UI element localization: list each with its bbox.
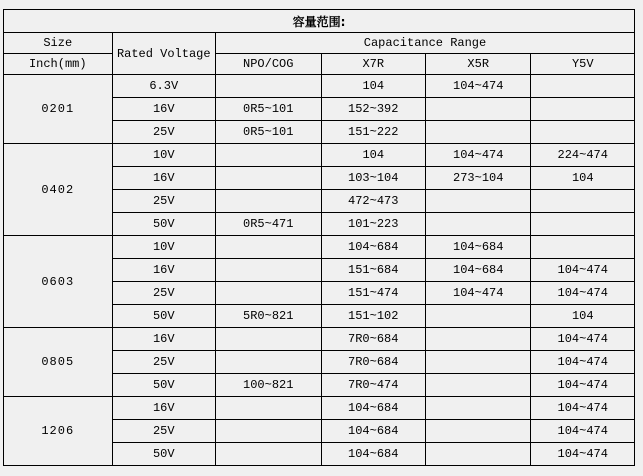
- value-cell-npo-cog: [216, 282, 322, 305]
- value-cell-npo-cog: 5R0~821: [216, 305, 322, 328]
- table-title: 容量范围:: [4, 10, 635, 33]
- table-row: [4, 236, 635, 259]
- value-cell-x7r: 7R0~684: [321, 351, 425, 374]
- col-header-y5v: Y5V: [531, 54, 635, 75]
- voltage-cell: 16V: [112, 98, 215, 121]
- voltage-cell: 50V: [112, 213, 215, 236]
- title-row: [4, 10, 635, 33]
- value-cell-x7r: 7R0~474: [321, 374, 425, 397]
- header-row-2: [4, 54, 635, 75]
- value-cell-npo-cog: [216, 190, 322, 213]
- value-cell-npo-cog: [216, 328, 322, 351]
- voltage-cell: 25V: [112, 190, 215, 213]
- value-cell-y5v: 104~474: [531, 374, 635, 397]
- value-cell-npo-cog: 0R5~471: [216, 213, 322, 236]
- voltage-cell: 16V: [112, 397, 215, 420]
- value-cell-npo-cog: [216, 420, 322, 443]
- value-cell-x5r: 104~684: [425, 259, 531, 282]
- table-row: [4, 75, 635, 98]
- voltage-cell: 10V: [112, 144, 215, 167]
- value-cell-y5v: 104: [531, 305, 635, 328]
- value-cell-x7r: 151~102: [321, 305, 425, 328]
- value-cell-npo-cog: [216, 144, 322, 167]
- voltage-cell: 25V: [112, 121, 215, 144]
- voltage-cell: 25V: [112, 351, 215, 374]
- size-cell: 0201: [4, 75, 113, 144]
- col-header-x5r: X5R: [425, 54, 531, 75]
- voltage-cell: 16V: [112, 259, 215, 282]
- value-cell-x5r: [425, 420, 531, 443]
- value-cell-y5v: [531, 213, 635, 236]
- value-cell-y5v: 104~474: [531, 420, 635, 443]
- value-cell-x7r: 7R0~684: [321, 328, 425, 351]
- voltage-cell: 50V: [112, 305, 215, 328]
- value-cell-x7r: 103~104: [321, 167, 425, 190]
- value-cell-x5r: 104~474: [425, 282, 531, 305]
- value-cell-x5r: 104~474: [425, 144, 531, 167]
- table-body: [4, 75, 635, 466]
- value-cell-x5r: [425, 98, 531, 121]
- value-cell-x7r: 104~684: [321, 443, 425, 466]
- value-cell-npo-cog: [216, 259, 322, 282]
- value-cell-y5v: [531, 75, 635, 98]
- value-cell-x5r: [425, 374, 531, 397]
- value-cell-x5r: [425, 351, 531, 374]
- value-cell-x5r: 273~104: [425, 167, 531, 190]
- col-header-x7r: X7R: [321, 54, 425, 75]
- value-cell-npo-cog: [216, 351, 322, 374]
- size-cell: 0402: [4, 144, 113, 236]
- value-cell-npo-cog: [216, 397, 322, 420]
- voltage-cell: 25V: [112, 420, 215, 443]
- voltage-cell: 6.3V: [112, 75, 215, 98]
- value-cell-npo-cog: [216, 75, 322, 98]
- capacitance-range-table: [3, 9, 635, 466]
- col-header-capacitance-range: Capacitance Range: [216, 33, 635, 54]
- value-cell-x7r: 101~223: [321, 213, 425, 236]
- value-cell-y5v: 104~474: [531, 351, 635, 374]
- value-cell-x7r: 151~222: [321, 121, 425, 144]
- voltage-cell: 10V: [112, 236, 215, 259]
- size-cell: 0603: [4, 236, 113, 328]
- voltage-cell: 16V: [112, 328, 215, 351]
- col-header-npo-cog: NPO/COG: [216, 54, 322, 75]
- voltage-cell: 50V: [112, 443, 215, 466]
- value-cell-x7r: 151~474: [321, 282, 425, 305]
- value-cell-npo-cog: [216, 167, 322, 190]
- col-header-inch-mm: Inch(mm): [4, 54, 113, 75]
- voltage-cell: 50V: [112, 374, 215, 397]
- value-cell-npo-cog: 0R5~101: [216, 121, 322, 144]
- value-cell-npo-cog: 100~821: [216, 374, 322, 397]
- value-cell-x7r: 104: [321, 144, 425, 167]
- value-cell-x5r: [425, 121, 531, 144]
- value-cell-x5r: [425, 397, 531, 420]
- value-cell-y5v: [531, 98, 635, 121]
- value-cell-x5r: [425, 305, 531, 328]
- value-cell-y5v: 104~474: [531, 282, 635, 305]
- value-cell-y5v: 224~474: [531, 144, 635, 167]
- value-cell-x7r: 104~684: [321, 420, 425, 443]
- value-cell-y5v: 104: [531, 167, 635, 190]
- size-cell: 1206: [4, 397, 113, 466]
- value-cell-npo-cog: [216, 443, 322, 466]
- value-cell-x5r: [425, 328, 531, 351]
- value-cell-y5v: 104~474: [531, 397, 635, 420]
- value-cell-y5v: 104~474: [531, 259, 635, 282]
- voltage-cell: 25V: [112, 282, 215, 305]
- value-cell-y5v: 104~474: [531, 328, 635, 351]
- value-cell-x7r: 104: [321, 75, 425, 98]
- value-cell-y5v: [531, 121, 635, 144]
- value-cell-x5r: 104~474: [425, 75, 531, 98]
- value-cell-x7r: 104~684: [321, 236, 425, 259]
- header-row-1: [4, 33, 635, 54]
- value-cell-x7r: 472~473: [321, 190, 425, 213]
- table-row: [4, 328, 635, 351]
- value-cell-npo-cog: 0R5~101: [216, 98, 322, 121]
- table-header: [4, 10, 635, 75]
- voltage-cell: 16V: [112, 167, 215, 190]
- value-cell-x7r: 104~684: [321, 397, 425, 420]
- value-cell-y5v: 104~474: [531, 443, 635, 466]
- value-cell-y5v: [531, 190, 635, 213]
- value-cell-x7r: 152~392: [321, 98, 425, 121]
- value-cell-x5r: [425, 213, 531, 236]
- value-cell-x5r: [425, 190, 531, 213]
- value-cell-x5r: 104~684: [425, 236, 531, 259]
- col-header-rated-voltage: Rated Voltage: [112, 33, 215, 75]
- value-cell-x5r: [425, 443, 531, 466]
- value-cell-npo-cog: [216, 236, 322, 259]
- value-cell-x7r: 151~684: [321, 259, 425, 282]
- size-cell: 0805: [4, 328, 113, 397]
- col-header-size: Size: [4, 33, 113, 54]
- table-row: [4, 397, 635, 420]
- table-row: [4, 144, 635, 167]
- value-cell-y5v: [531, 236, 635, 259]
